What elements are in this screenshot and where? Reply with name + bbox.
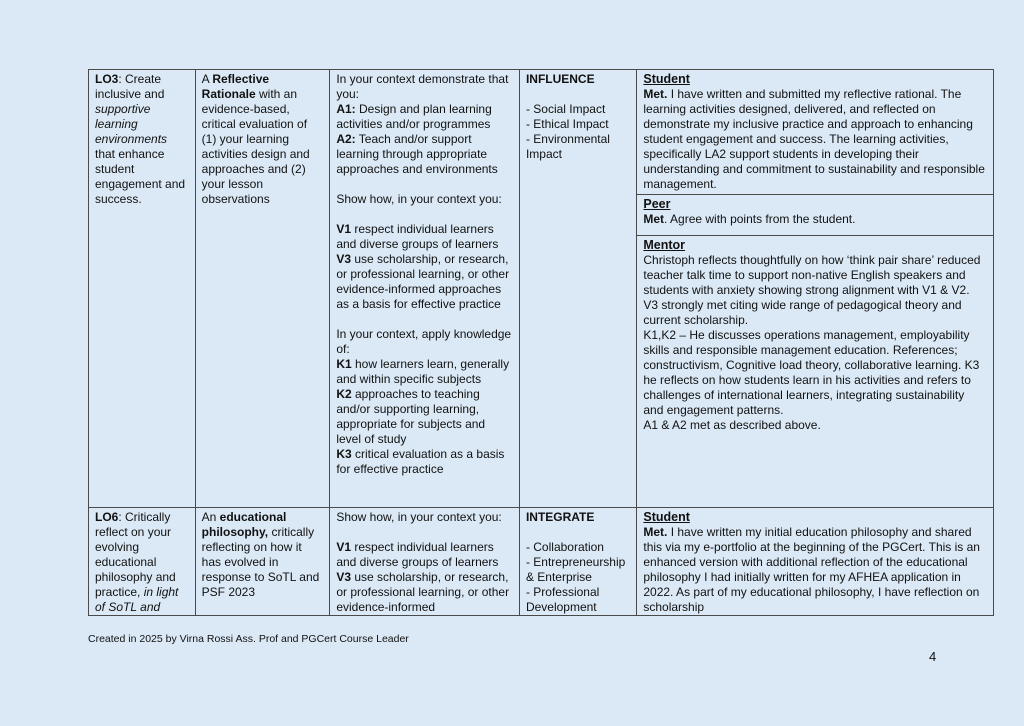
assessment-rubric-table (88, 69, 994, 616)
peer-evaluation-cell: Peer Met. Agree with points from the student. (637, 195, 994, 236)
evidence-cell: An educational philosophy, critically reflecting on how it has evolved in response to SoTL and PSF 2023 (195, 508, 330, 616)
table-row (89, 70, 994, 195)
criteria-cell: Show how, in your context you: V1 respect individual learners and diverse groups of learners V3 use scholarship, or research, or professional learning, or other evidence-informed (330, 508, 520, 616)
theme-cell: INTEGRATE - Collaboration - Entrepreneurship & Enterprise - Professional Development (519, 508, 636, 616)
evidence-cell: A Reflective Rationale with an evidence-based, critical evaluation of (1) your learning activities design and approaches and (2) your lesson observations (195, 70, 330, 508)
peer-heading: Peer (643, 197, 671, 211)
theme-title: INFLUENCE (525, 72, 595, 86)
mentor-heading: Mentor (643, 238, 686, 252)
student-evaluation-cell: Student Met. I have written and submitted my reflective rational. The learning activities designed, delivered, and reflected on demonstrate my inclusive practice and approach to enhancing student engagement and success. The learning activities, specifically LA2 support students in developing their understanding and commitment to sustainability and responsible management. (637, 70, 994, 195)
mentor-evaluation-cell: Mentor Christoph reflects thoughtfully on how ‘think pair share’ reduced teacher talk time to support non-native English speakers and students with anxiety showing strong alignment with V1 & V2. V3 strongly met citing wide range of pedagogical theory and current scholarship. K1,K2 – He discusses operations management, employability skills and responsible management education. References; constructivism, Cognitive load theory, collaborative learning. K3 he reflects on how students learn in his activities and refers to challenges of international learners, integrating sustainability and engagement patterns. A1 & A2 met as described above. (637, 236, 994, 508)
table-row (89, 508, 994, 616)
criteria-cell: In your context demonstrate that you: A1: Design and plan learning activities and/or programmes A2: Teach and/or support learning through appropriate approaches and environments Show how, in your context you: V1 respect individual learners and diverse groups of learners V3 use scholarship, or research, or professional learning, or other evidence-informed approaches as a basis for effective practice In your context, apply knowledge of: K1 how learners learn, generally and within specific subjects K2 approaches to teaching and/or supporting learning, appropriate for subjects and level of study K3 critical evaluation as a basis for effective practice (330, 70, 520, 508)
page-number: 4 (929, 649, 937, 664)
learning-outcome-cell: LO6: Critically reflect on your evolving educational philosophy and practice, in light of SoTL and (89, 508, 196, 616)
student-heading: Student (643, 72, 690, 86)
theme-cell: INFLUENCE - Social Impact - Ethical Impact - Environmental Impact (519, 70, 636, 508)
footer-credit: Created in 2025 by Virna Rossi Ass. Prof and PGCert Course Leader (88, 633, 409, 645)
lo-code: LO3 (95, 72, 119, 86)
learning-outcome-cell: LO3: Create inclusive and supportive learning environments that enhance student engagement and success. (89, 70, 196, 508)
student-evaluation-cell: Student Met. I have written my initial education philosophy and shared this via my e-portfolio at the beginning of the PGCert. This is an enhanced version with additional reflection of the educational philosophy I had initially written for my AFHEA application in 2022. As part of my educational philosophy, I have reflection on scholarship (637, 508, 994, 616)
